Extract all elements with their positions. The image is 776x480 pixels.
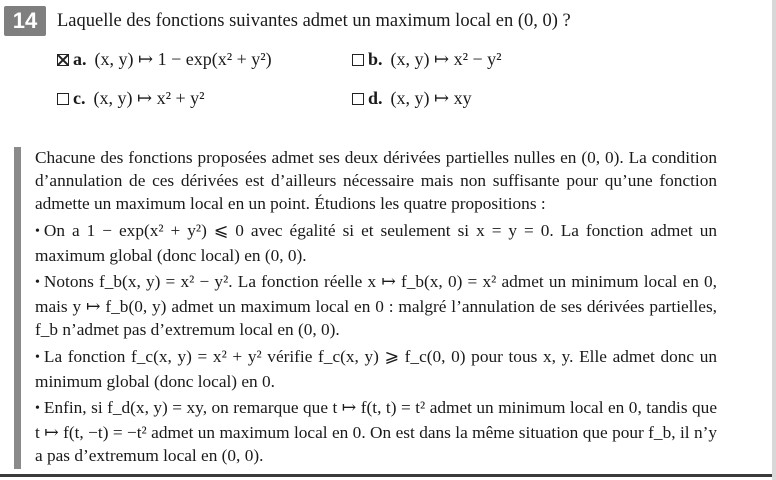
choice-formula: (x, y) ↦ x² − y²: [390, 49, 502, 69]
answer-point-b: [35, 270, 717, 342]
bullet-icon: •: [35, 223, 40, 239]
answer-point-b-text: Notons f_b(x, y) = x² − y². La fonction réelle x ↦ f_b(x, 0) = x² admet un minimum local en 0, mais y ↦ f_b(0, y) admet un maximum local en 0 : malgré l’annulation de ses dérivées partielles, f_b n’admet pas d’extremum local en (0, 0).: [35, 272, 717, 340]
answer-point-c-text: La fonction f_c(x, y) = x² + y² vérifie f_c(x, y) ⩾ f_c(0, 0) pour tous x, y. Elle admet donc un minimum global (donc local) en 0.: [35, 346, 717, 391]
answer-point-a-text: On a 1 − exp(x² + y²) ⩽ 0 avec égalité si et seulement si x = y = 0. La fonction admet un maximum global (donc local) en (0, 0).: [35, 220, 717, 265]
choice-formula: (x, y) ↦ xy: [390, 88, 472, 108]
question-text: Laquelle des fonctions suivantes admet un maximum local en (0, 0) ?: [57, 11, 571, 31]
bullet-icon: •: [35, 401, 40, 417]
checkbox-icon[interactable]: [352, 54, 364, 66]
choice-d[interactable]: [352, 86, 472, 110]
answer-intro: Chacune des fonctions proposées admet ses deux dérivées partielles nulles en (0, 0). La condition d’annulation de ces dérivées est d’ailleurs nécessaire mais non suffisante pour qu’une fonction admette un maximum local en un point. Étudions les quatre propositions :: [35, 148, 717, 214]
question-number-badge: 14: [4, 6, 46, 36]
choice-letter: b.: [368, 49, 383, 69]
answer-point-c: [35, 345, 717, 393]
choice-b[interactable]: [352, 47, 502, 71]
choice-letter: a.: [73, 49, 87, 69]
bottom-divider: [0, 474, 776, 477]
answer-point-a: [35, 219, 717, 267]
right-edge-divider: [772, 0, 776, 480]
answer-point-d: [35, 396, 717, 468]
answer-explanation: [35, 146, 717, 468]
checkbox-icon[interactable]: [352, 93, 364, 105]
choice-c[interactable]: [57, 86, 205, 110]
choice-formula: (x, y) ↦ x² + y²: [93, 88, 205, 108]
bullet-icon: •: [35, 275, 40, 291]
checkbox-icon[interactable]: [57, 93, 69, 105]
answer-point-d-text: Enfin, si f_d(x, y) = xy, on remarque que t ↦ f(t, t) = t² admet un minimum local en 0, tandis que t ↦ f(t, −t) = −t² admet un maximum local en 0. On est dans la même situation que pour f_b, il n’y a pas d’extremum local en (0, 0).: [35, 398, 717, 466]
choice-a[interactable]: [57, 47, 272, 71]
choice-letter: d.: [368, 88, 383, 108]
bullet-icon: •: [35, 349, 40, 365]
checked-box-icon[interactable]: [57, 54, 69, 66]
choice-formula: (x, y) ↦ 1 − exp(x² + y²): [94, 49, 272, 69]
answer-margin-bar: [14, 147, 21, 469]
choice-letter: c.: [73, 88, 86, 108]
